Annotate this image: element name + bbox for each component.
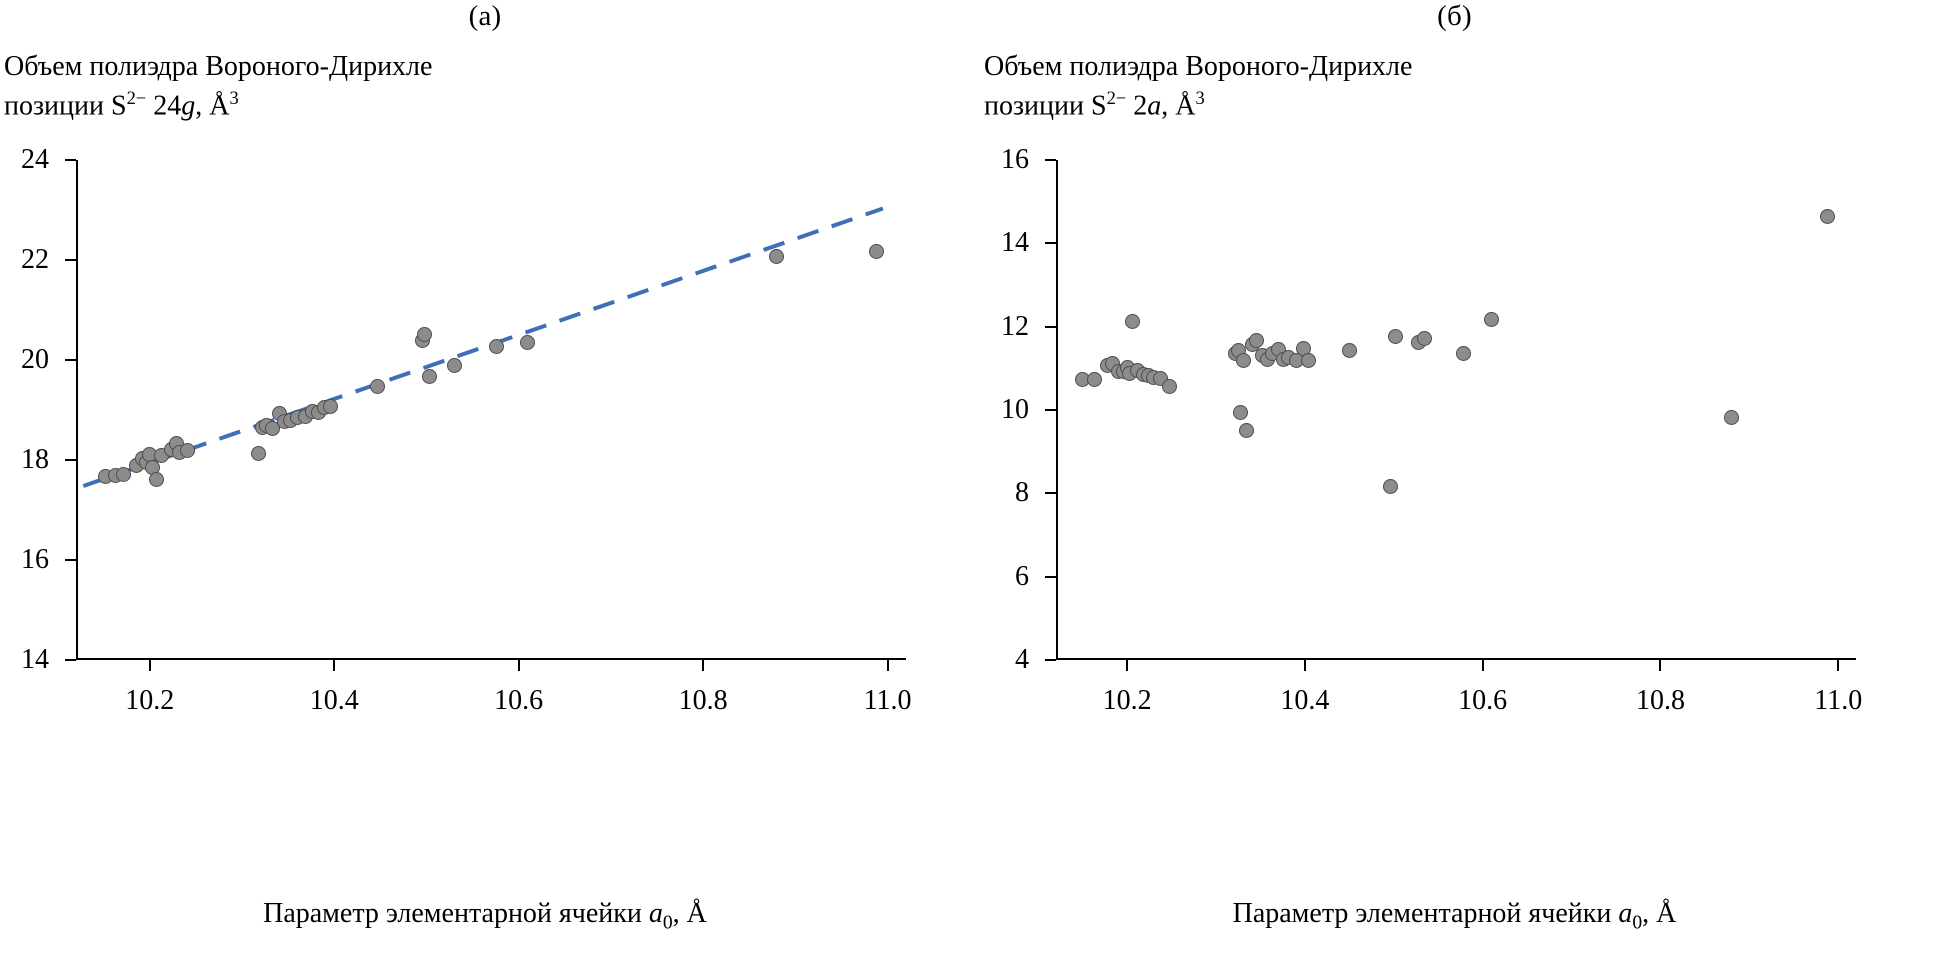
y-tick-label: 20 <box>21 344 49 375</box>
y-tick <box>21 144 76 175</box>
x-tick-label: 10.8 <box>678 685 728 716</box>
y-tick <box>1001 394 1056 425</box>
data-point <box>1484 312 1499 327</box>
data-point <box>1383 479 1398 494</box>
y-tick-label: 16 <box>21 544 49 575</box>
data-point <box>1301 353 1316 368</box>
panel-a-x-axis-title: Параметр элементарной ячейки $a_0$, Å <box>263 898 707 934</box>
panel-a-plot-area <box>21 144 912 716</box>
data-point <box>1239 423 1254 438</box>
panel-a-y-axis-title: Объем полиэдра Вороного-Дирихле позиции $S^{2-}$ 24g, $Å^3$ <box>4 51 433 121</box>
y-tick-label: 22 <box>21 244 49 275</box>
panel-a-trendline <box>76 160 906 660</box>
y-tick-label: 14 <box>21 644 49 675</box>
data-point <box>417 327 432 342</box>
data-point <box>869 244 884 259</box>
y-tick <box>1015 477 1056 509</box>
y-tick-label: 18 <box>21 444 49 475</box>
y-tick <box>1015 560 1056 592</box>
y-tick <box>21 244 76 275</box>
data-point <box>489 339 504 354</box>
panel-b-letter: (б) <box>1437 0 1472 32</box>
data-point <box>1162 379 1177 394</box>
x-tick-label: 10.6 <box>1458 685 1508 716</box>
data-point <box>1388 329 1403 344</box>
panel-b-plot-area <box>1001 144 1863 716</box>
x-tick-label: 10.8 <box>1635 685 1685 716</box>
y-tick-label: 12 <box>1001 310 1029 342</box>
x-tick <box>1102 660 1152 716</box>
y-tick <box>1001 227 1056 259</box>
panel-b-x-axis-title: Параметр элементарной ячейки $a_0$, Å <box>1232 898 1677 934</box>
y-tick-label: 10 <box>1001 394 1029 425</box>
y-tick <box>21 544 76 575</box>
data-point <box>1125 314 1140 329</box>
y-tick-label: 4 <box>1015 644 1029 675</box>
x-tick <box>309 660 359 716</box>
panel-a-letter: (а) <box>468 0 502 32</box>
x-tick <box>1280 660 1330 716</box>
x-tick-label: 10.6 <box>494 685 544 716</box>
data-point <box>1342 343 1357 358</box>
data-point <box>769 249 784 264</box>
x-tick <box>1635 660 1685 716</box>
x-tick-label: 10.4 <box>1280 685 1330 716</box>
x-tick-label: 10.4 <box>309 685 359 716</box>
data-point <box>1236 353 1251 368</box>
y-tick <box>21 644 76 675</box>
data-point <box>1456 346 1471 361</box>
panel-b-x-axis <box>1056 658 1856 660</box>
y-tick-label: 16 <box>1001 144 1029 175</box>
data-point <box>180 443 195 458</box>
y-tick-label: 14 <box>1001 227 1029 259</box>
y-tick <box>21 444 76 475</box>
data-point <box>323 399 338 414</box>
y-tick <box>1015 644 1056 675</box>
panel-b-y-axis-title: Объем полиэдра Вороного-Дирихле позиции $S^{2-}$ 2a, $Å^3$ <box>984 51 1413 121</box>
data-point <box>447 358 462 373</box>
data-point <box>149 472 164 487</box>
data-point <box>422 369 437 384</box>
x-tick-label: 10.2 <box>125 685 175 716</box>
x-tick <box>863 660 912 716</box>
x-tick <box>678 660 728 716</box>
x-tick <box>494 660 544 716</box>
data-point <box>1087 372 1102 387</box>
y-tick-label: 6 <box>1015 560 1029 592</box>
data-point <box>116 467 131 482</box>
x-tick <box>1814 660 1863 716</box>
y-tick <box>1001 310 1056 342</box>
data-point <box>1249 333 1264 348</box>
x-tick <box>125 660 175 716</box>
x-tick <box>1458 660 1508 716</box>
x-tick-label: 10.2 <box>1102 685 1152 716</box>
x-tick-label: 11.0 <box>1814 685 1863 716</box>
data-point <box>370 379 385 394</box>
y-tick <box>1001 144 1056 175</box>
data-point <box>1417 331 1432 346</box>
x-tick-label: 11.0 <box>863 685 912 716</box>
panel-b-y-axis <box>1056 160 1058 660</box>
data-point <box>1233 405 1248 420</box>
panel-b <box>970 0 1939 953</box>
y-tick-label: 8 <box>1015 477 1029 509</box>
y-tick <box>21 344 76 375</box>
data-point <box>1820 209 1835 224</box>
data-point <box>1724 410 1739 425</box>
data-point <box>251 446 266 461</box>
y-tick-label: 24 <box>21 144 49 175</box>
